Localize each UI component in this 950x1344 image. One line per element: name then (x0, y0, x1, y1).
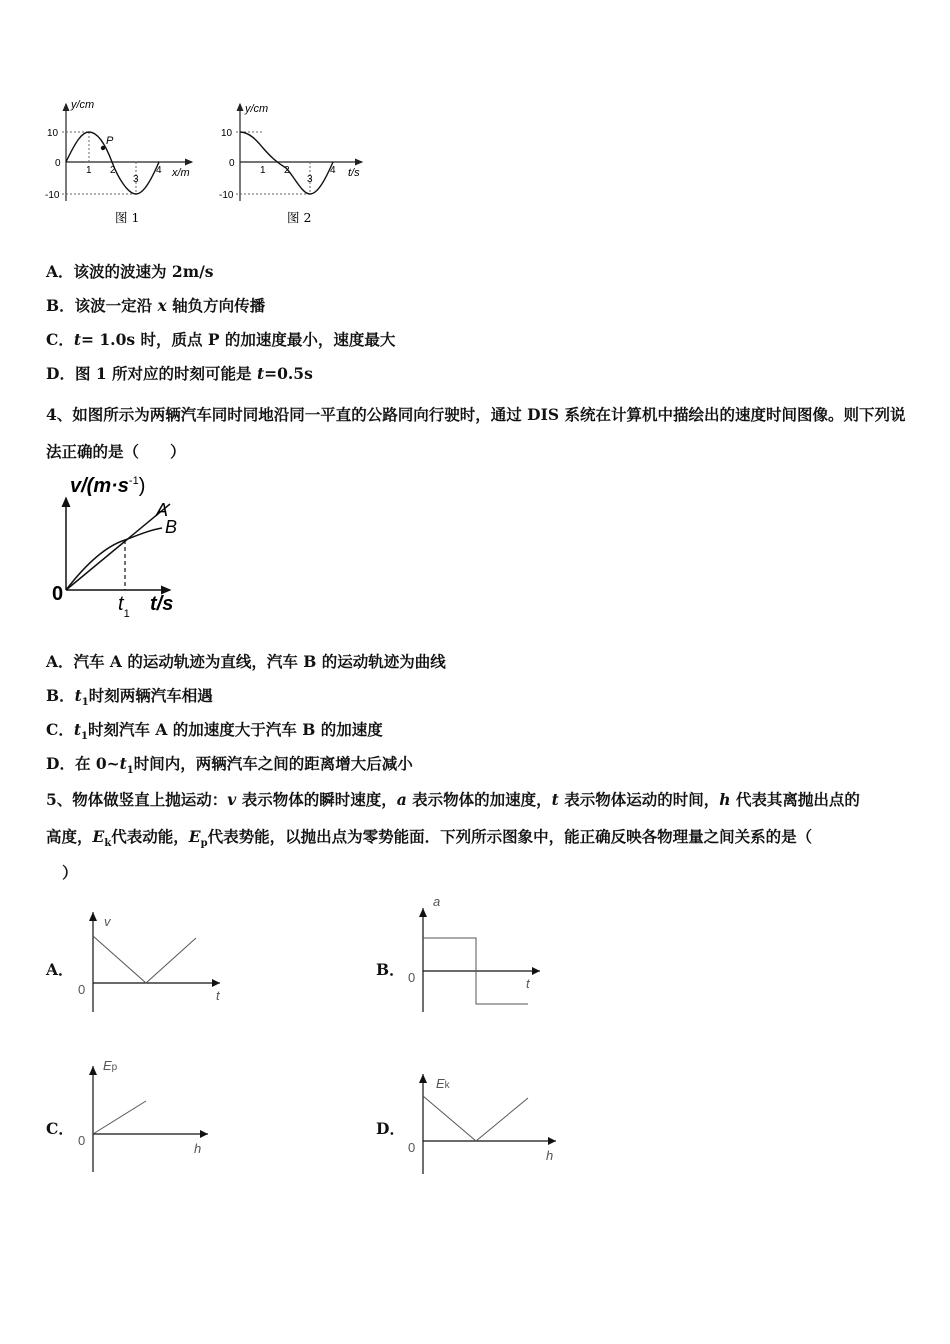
q5-option-d-label: D． (376, 1119, 405, 1138)
line-b-label: B (165, 517, 178, 537)
svg-text:2: 2 (284, 165, 290, 176)
q5-option-b-graph (400, 892, 570, 1018)
q5-option-c-label: C． (46, 1119, 74, 1138)
svg-text:0: 0 (408, 1140, 416, 1155)
q5-option-b-label: B． (376, 960, 405, 979)
svg-text:a: a (433, 894, 441, 909)
svg-text:0: 0 (408, 970, 416, 985)
svg-text:3: 3 (133, 174, 139, 185)
svg-text:v: v (104, 914, 111, 929)
svg-text:0: 0 (229, 158, 235, 169)
svg-text:1: 1 (260, 165, 266, 176)
origin-label: 0 (52, 583, 64, 605)
x-axis-label: t/s (150, 593, 174, 615)
q4-option-b: B．$t_1$时刻两辆汽车相遇 (46, 686, 213, 709)
svg-text:4: 4 (330, 165, 336, 176)
fig1-xlabel: x/m (172, 167, 190, 179)
q3-option-b: B．该波一定沿 x 轴负方向传播 (46, 296, 266, 315)
fig1-ylabel: y/cm (71, 99, 95, 111)
q4-stem: 4、如图所示为两辆汽车同时同地沿同一平直的公路同向行驶时，通过 DIS 系统在计算机中描绘出的速度时间图像。则下列说法正确的是（ ） (46, 405, 906, 461)
svg-text:3: 3 (307, 174, 313, 185)
fig2-ylabel: y/cm (245, 103, 269, 115)
vibration-graph-fig2 (214, 96, 384, 236)
q4-option-d: D．在 $0\sim t_1$时间内，两辆汽车之间的距离增大后减小 (46, 754, 413, 777)
svg-text:-10: -10 (45, 190, 60, 201)
svg-text:2: 2 (110, 165, 116, 176)
fig2-xlabel: t/s (348, 167, 360, 179)
q5-option-a-label: A． (46, 960, 74, 979)
q4-velocity-time-graph (46, 468, 206, 628)
svg-text:4: 4 (156, 165, 162, 176)
wave-graph-fig1 (40, 96, 210, 236)
svg-text:h: h (546, 1148, 554, 1163)
svg-text:0: 0 (78, 982, 86, 997)
line-a-label: A (156, 500, 169, 520)
svg-text:10: 10 (221, 128, 233, 139)
q3-option-a: A．该波的波速为 2m/s (46, 262, 214, 281)
svg-text:t: t (526, 976, 530, 991)
q5-option-c-graph (70, 1054, 230, 1178)
svg-text:0: 0 (55, 158, 61, 169)
svg-text:v/(m·s-1): $v/(m\cdot s^{-1})$ (70, 475, 146, 497)
svg-text:Ep: Ep (103, 1058, 118, 1073)
q4-option-c: C．$t_1$时刻汽车 A 的加速度大于汽车 B 的加速度 (46, 720, 383, 743)
q5-option-a-graph (70, 906, 240, 1018)
svg-text:10: 10 (47, 128, 59, 139)
svg-text:-10: -10 (219, 190, 234, 201)
svg-text:0: 0 (78, 1133, 86, 1148)
svg-text:h: h (194, 1141, 202, 1156)
q3-option-c: C．t= 1.0s 时，质点 P 的加速度最小，速度最大 (46, 330, 396, 349)
svg-text:Ek: Ek (436, 1076, 450, 1091)
q4-option-a: A．汽车 A 的运动轨迹为直线，汽车 B 的运动轨迹为曲线 (46, 652, 446, 671)
q5-option-d-graph (400, 1064, 570, 1180)
svg-text:t: t (216, 988, 220, 1003)
q5-stem-line1: 5、物体做竖直上抛运动：v 表示物体的瞬时速度，a 表示物体的加速度，t 表示物体运动的时间，h 代表其离抛出点的 (46, 790, 860, 809)
q5-stem-line3: ） (62, 863, 78, 882)
fig2-caption: 图 2 (287, 210, 312, 225)
q3-option-d: D．图 1 所对应的时刻可能是 t=0.5s (46, 364, 313, 383)
fig1-caption: 图 1 (115, 210, 140, 225)
q5-stem-line2: 高度，$E_k$代表动能，$E_p$代表势能，以抛出点为零势能面．下列所示图象中，能正确反映各物理量之间关系的是（ (46, 827, 813, 850)
svg-text:1: 1 (86, 165, 92, 176)
svg-text:t1: $t_1$ (118, 593, 130, 620)
point-p-label: P (106, 135, 114, 147)
